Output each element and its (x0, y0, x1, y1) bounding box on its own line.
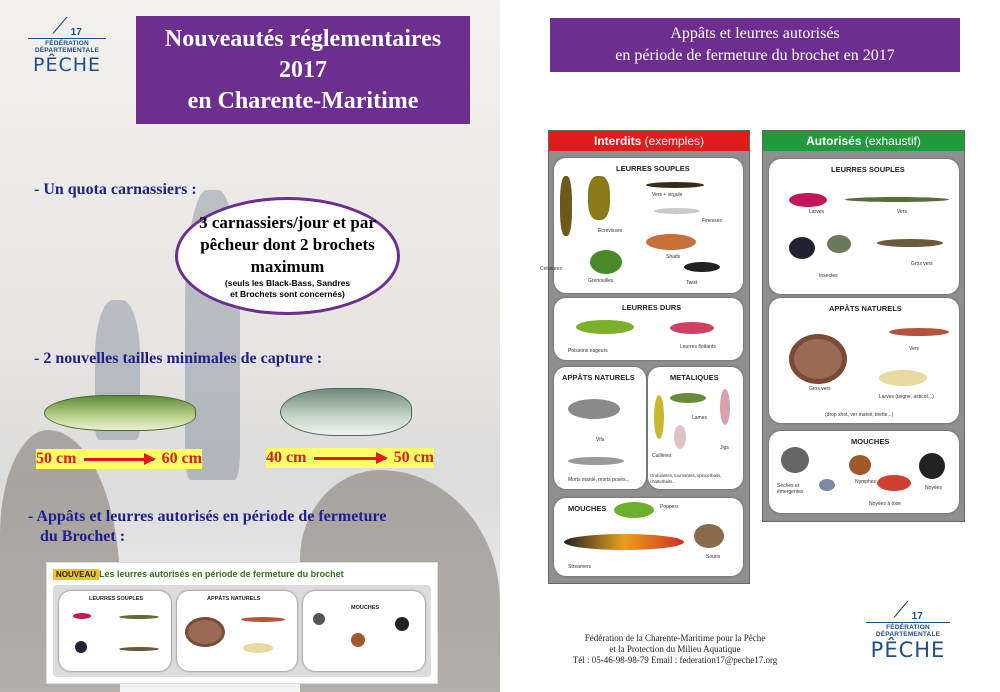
fly (877, 475, 911, 491)
allowed-header: Autorisés (exhaustif) (763, 131, 964, 151)
pike-size-row: 50 cm 60 cm (36, 450, 202, 467)
earthworm (889, 328, 949, 336)
lures-thumbnail (46, 562, 438, 684)
floating-lure (670, 322, 714, 334)
worm-lure (877, 239, 943, 247)
arrow-right-icon (84, 458, 153, 461)
forbidden-panel (540, 130, 750, 584)
finesse-lure (654, 208, 700, 214)
crayfish-lure (588, 176, 610, 220)
dead-bait-fish (568, 457, 624, 465)
worm-lure (119, 615, 159, 619)
thumb-card: MOUCHES (303, 591, 425, 671)
thumb-title: Les leurres autorisés en période de fermeture du brochet (99, 569, 344, 579)
sizes-heading: - 2 nouvelles tailles minimales de capture : (34, 350, 323, 367)
popper-fly (614, 502, 654, 518)
federation-logo: ⟋ 17 FÉDÉRATION DÉPARTEMENTALE PÊCHE (28, 16, 106, 76)
page-title: Nouveautés réglementaires 2017 en Charente-Maritime (136, 16, 470, 124)
worm-lure (845, 197, 949, 202)
federation-logo: ⟋ 17 FÉDÉRATION DÉPARTEMENTALE PÊCHE (866, 600, 950, 662)
allowed-soft-card: LEURRES SOUPLES Larves Vers Insectes Gros vers (769, 159, 959, 294)
thumb-body (53, 585, 431, 677)
worm-lure (646, 182, 704, 188)
worm-lure (119, 647, 159, 651)
allowed-flies-card: MOUCHES Sèches et émergentes Nymphes Noyées Noyées à tose (769, 431, 959, 513)
insect-lure (827, 235, 851, 253)
insect-lure (75, 641, 87, 653)
pike-illustration (44, 395, 196, 431)
quota-note: (seuls les Black-Bass, Sandres et Brochets sont concernés) (224, 278, 351, 299)
spoon-lure (654, 395, 664, 439)
fish-logo-icon: ⟋ (52, 14, 68, 39)
creature-lure (560, 176, 572, 236)
allowed-natural-card: APPÂTS NATURELS Vers Gros vers Larves (teigne, asticot...) (drop shot, ver manié, tirette...) (769, 298, 959, 423)
quota-ellipse (175, 197, 400, 315)
spinner-lure (674, 425, 686, 449)
fly (351, 633, 365, 647)
quota-heading: - Un quota carnassiers : (34, 181, 197, 198)
mouse-fly (694, 524, 724, 548)
shad-lure (646, 234, 696, 250)
twist-lure (684, 262, 720, 272)
zander-illustration (280, 388, 412, 436)
arrow-right-icon (314, 457, 385, 460)
streamer-fly (564, 534, 684, 550)
coiled-worm (185, 617, 225, 647)
blade-lure (670, 393, 706, 403)
lures-heading: - Appâts et leurres autorisés en période de fermeture du Brochet : (28, 508, 387, 545)
frog-lure (590, 250, 622, 274)
earthworm (241, 617, 285, 622)
fish-logo-icon: ⟋ (893, 598, 909, 623)
forbidden-metal-card: METALIQUES Lames Cuillères Jigs Ondulantes, tournantes, spinnerbaits, chatterbaits... (648, 367, 743, 489)
forbidden-natural-card: APPÂTS NATURELS Vifs Morts manié, morts posés... (554, 367, 646, 489)
new-badge: NOUVEAU (53, 569, 99, 580)
allowed-panel (762, 130, 965, 522)
maggot (243, 643, 273, 653)
live-bait-fish (568, 399, 620, 419)
forbidden-soft-card: LEURRES SOUPLES Vers + virgule Ecrevisses Finesses Créatures Shads Grenouilles Twist (554, 158, 743, 293)
maggot (879, 370, 927, 386)
right-title: Appâts et leurres autorisés en période de fermeture du brochet en 2017 (550, 18, 960, 72)
wet-fly (919, 453, 945, 479)
thumb-card: APPÂTS NATURELS (177, 591, 297, 671)
fly (819, 479, 835, 491)
larva-lure (73, 613, 91, 619)
crankbait-lure (576, 320, 634, 334)
contact-footer: Fédération de la Charente-Maritime pour la Pêche et la Protection du Milieu Aquatique Tél : 05-46-98-98-79 Email : federation17@peche17.org (572, 633, 778, 665)
dry-fly (781, 447, 809, 473)
fly (313, 613, 325, 625)
forbidden-header: Interdits (exemples) (549, 131, 749, 151)
quota-main-text: 3 carnassiers/jour et par pêcheur dont 2 brochets maximum (199, 213, 376, 276)
forbidden-hard-card: LEURRES DURS Poissons nageurs Leurres flottants (554, 298, 743, 360)
jig-lure (720, 389, 730, 425)
thumb-card: LEURRES SOUPLES (59, 591, 171, 671)
coiled-worm (789, 334, 847, 384)
fly (395, 617, 409, 631)
zander-size-row: 40 cm 50 cm (266, 449, 434, 466)
insect-lure (789, 237, 815, 259)
larva-lure (789, 193, 827, 207)
nymph-fly (849, 455, 871, 475)
forbidden-flies-card: MOUCHES Poppers Streamers Souris (554, 498, 743, 576)
